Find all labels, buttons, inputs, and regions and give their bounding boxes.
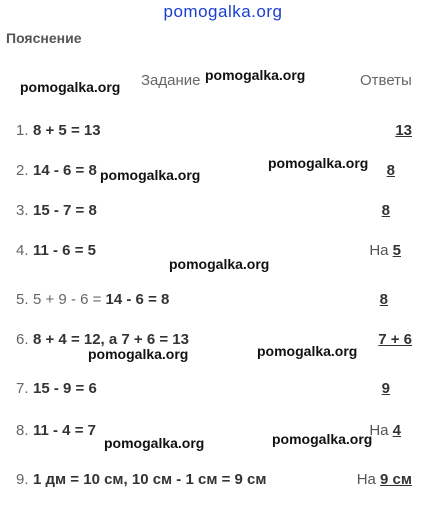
row-answer: На 4 bbox=[369, 422, 401, 439]
row-expression: 8 + 4 = 12, а 7 + 6 = 13 bbox=[33, 331, 189, 348]
row-number: 6. bbox=[16, 331, 29, 348]
watermark: pomogalka.org bbox=[257, 343, 358, 359]
row-answer: 8 bbox=[379, 291, 388, 308]
task-row bbox=[0, 162, 446, 184]
watermark: pomogalka.org bbox=[268, 155, 369, 171]
task-row bbox=[0, 331, 446, 353]
row-expression: 1 дм = 10 см, 10 см - 1 см = 9 см bbox=[33, 471, 267, 488]
row-number: 4. bbox=[16, 242, 29, 259]
column-header-answers: Ответы bbox=[360, 72, 412, 89]
row-number: 8. bbox=[16, 422, 29, 439]
column-header-task: Задание bbox=[141, 72, 201, 89]
row-number: 1. bbox=[16, 122, 29, 139]
task-row bbox=[0, 202, 446, 224]
row-answer: 9 bbox=[381, 380, 390, 397]
task-row bbox=[0, 122, 446, 144]
row-answer: 7 + 6 bbox=[378, 331, 412, 348]
row-answer: На 9 см bbox=[356, 471, 412, 488]
row-answer: На 5 bbox=[369, 242, 401, 259]
watermark: pomogalka.org bbox=[272, 431, 373, 447]
row-number: 2. bbox=[16, 162, 29, 179]
task-row bbox=[0, 471, 446, 493]
row-expression: 5 + 9 - 6 = 14 - 6 = 8 bbox=[33, 291, 170, 308]
task-row bbox=[0, 422, 446, 444]
row-answer: 8 bbox=[386, 162, 395, 179]
row-number: 9. bbox=[16, 471, 29, 488]
row-answer: 8 bbox=[381, 202, 390, 219]
row-answer: 13 bbox=[395, 122, 412, 139]
row-expression: 11 - 4 = 7 bbox=[33, 422, 96, 439]
row-expression: 15 - 9 = 6 bbox=[33, 380, 97, 397]
row-number: 7. bbox=[16, 380, 29, 397]
row-expression: 14 - 6 = 8 bbox=[33, 162, 97, 179]
row-number: 3. bbox=[16, 202, 29, 219]
watermark: pomogalka.org bbox=[88, 346, 189, 362]
row-expression: 11 - 6 = 5 bbox=[33, 242, 96, 259]
watermark: pomogalka.org bbox=[20, 79, 121, 95]
row-expression: 8 + 5 = 13 bbox=[33, 122, 101, 139]
row-expression: 15 - 7 = 8 bbox=[33, 202, 97, 219]
watermark: pomogalka.org bbox=[169, 256, 270, 272]
task-row bbox=[0, 291, 446, 313]
section-title: Пояснение bbox=[6, 30, 82, 46]
watermark: pomogalka.org bbox=[205, 67, 306, 83]
site-watermark-header: pomogalka.org bbox=[163, 2, 283, 21]
task-row bbox=[0, 380, 446, 402]
watermark: pomogalka.org bbox=[104, 435, 205, 451]
watermark: pomogalka.org bbox=[100, 167, 201, 183]
row-number: 5. bbox=[16, 291, 29, 308]
